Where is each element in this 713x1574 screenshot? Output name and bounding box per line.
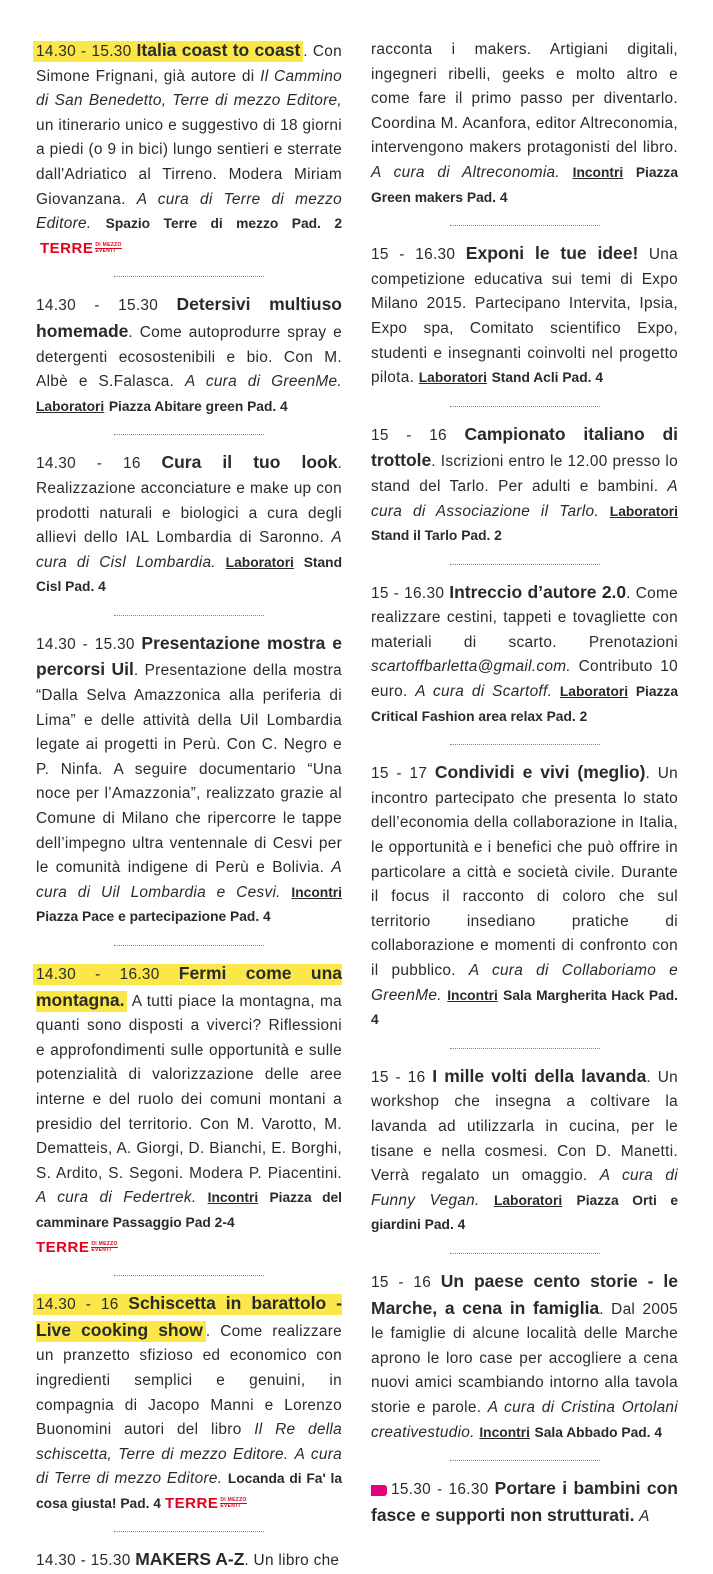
event-time: 15 - 16 [371,1273,432,1291]
event-time: 14.30 - 16 [36,455,141,473]
curated-by: A cura di Terre di mezzo Editore. [36,190,342,233]
event-category: Incontri [572,164,624,180]
event-body: . Un workshop che insegna a coltivare la lavanda ad utilizzarla in cucina, per le tisane e nella cosmesi. Con D. Manetti. Verrà regalato un omaggio. [371,1068,678,1185]
event-category: Incontri [291,884,343,900]
event-title: Portare i bambini con fasce e supporti non strutturati. [371,1478,679,1525]
event-body: . Iscrizioni entro le 12.00 presso lo stand del Tarlo. Per adulti e bambini. [371,453,678,495]
curated-by: A cura di Terre di mezzo Editore. [36,1445,342,1488]
event-location: Stand il Tarlo Pad. 2 [371,528,502,544]
family-flag-icon [371,1485,387,1496]
event-title: Cura il tuo look [161,452,338,473]
event-body: . Un incontro partecipato che presenta lo stato dell’economia della collaborazione in Italia, le opportunità e i benefici che può offrire in particolare a città e società civile. Durante il focus il racconto di coloro che sul territorio insediano pratiche di collaborazione e momenti di confronto con il pubblico. [371,765,679,979]
contact-email: scartoffbarletta@gmail.com. [371,658,571,676]
event-location: Piazza del camminare Passaggio Pad 2-4 [36,1190,343,1230]
left-column [36,38,342,1574]
divider [114,615,264,616]
event-time: 15 - 16.30 [371,246,456,264]
curated-by: A cura di GreenMe. [185,373,342,391]
event-category: Laboratori [225,554,294,570]
event-time: 15 - 16.30 [371,584,445,602]
event-time: 15.30 - 16.30 [391,1481,489,1499]
event-title: Schiscetta in barattolo - Live cooking show [36,1293,343,1340]
event-category: Incontri [447,987,498,1003]
book-title: Il Re della schiscetta, Terre di mezzo Editore. [36,1421,342,1463]
terre-di-mezzo-logo: TERRE DI MEZZO EVENTI [164,1495,247,1513]
event-location: Stand Acli Pad. 4 [491,370,603,386]
event-title: Campionato italiano di trottole [371,423,678,471]
event-location: Sala Margherita Hack Pad. 4 [371,987,679,1028]
divider [114,1275,264,1276]
divider [450,225,600,226]
event-time: 14.30 - 16.30 [36,966,160,983]
divider [450,1048,600,1049]
event-marche [371,1269,678,1445]
curated-by: A cura di Funny Vegan. [371,1167,678,1209]
event-makers [36,1547,342,1574]
event-location: Spazio Terre di mezzo Pad. 2 [105,216,343,232]
divider [114,276,264,277]
event-detersivi [36,292,342,419]
event-body-2: Contributo 10 euro. [371,658,678,701]
curated-by: A cura di Collaboriamo e GreenMe. [371,962,679,1004]
divider [450,1253,600,1254]
event-location: Piazza Green makers Pad. 4 [371,164,679,205]
divider [114,434,264,435]
curated-by: A cura di Uil Lombardia e Cesvi. [36,859,342,901]
event-lavanda [371,1064,678,1238]
event-time: 14.30 - 16 [36,1296,119,1314]
divider [114,1531,264,1532]
event-title: Detersivi multiuso homemade [36,294,342,341]
event-italia-coast [36,38,342,261]
event-title: Un paese cento storie - le Marche, a cena in famiglia [371,1270,679,1318]
event-makers-continued [371,38,678,210]
event-title: Fermi come una montagna. [36,963,343,1010]
event-category: Laboratori [559,684,629,700]
event-location: Piazza Orti e giardini Pad. 4 [371,1192,679,1233]
event-time: 14.30 - 15.30 [36,297,159,315]
event-category: Incontri [207,1190,259,1206]
event-location: Piazza Critical Fashion area relax Pad. 2 [371,684,679,724]
event-time: 15 - 16 [371,1068,426,1086]
terre-di-mezzo-logo: TERRE DI MEZZO EVENTI [40,240,122,258]
event-time: 14.30 - 15.30 [36,43,132,60]
event-category: Laboratori [493,1192,563,1208]
terre-di-mezzo-logo: TERRE DI MEZZO EVENTI [36,1238,118,1256]
event-exponi [371,241,678,391]
event-time: 14.30 - 15.30 [36,635,135,653]
curated-by: A cura di Cisl Lombardia. [36,529,342,571]
event-body: . Con Simone Frignani, già autore di [36,43,343,85]
event-fermi-montagna [36,961,342,1260]
event-body: . Come realizzare cestini, tappeti e tovagliette con materiali di scarto. Prenotazioni [371,584,679,651]
event-title: MAKERS A-Z [135,1549,245,1570]
curated-by: A cura di Associazione il Tarlo. [371,477,678,520]
event-body: . Come autoprodurre spray e detergenti ecosostenibili e bio. Con M. Albè e S.Falasca. [36,323,342,391]
event-body: . Realizzazione acconciature e make up con prodotti naturali e biologici a cura degli allievi dello IAL Lombardia di Saronno. [36,455,343,547]
event-location: Piazza Pace e partecipazione Pad. 4 [36,909,271,925]
event-time: 14.30 - 15.30 [36,1552,131,1570]
event-time: 15 - 17 [371,765,428,783]
event-portare-bambini [371,1476,678,1529]
curated-by: A cura di Scartoff. [415,683,553,701]
curated-by: A cura di Federtrek. [36,1189,197,1207]
right-column [371,38,678,1529]
curated-by: A [639,1507,650,1525]
event-cura-look [36,450,342,600]
event-body: A tutti piace la montagna, ma quanti sono disposti a viverci? Riflessioni e approfondimenti sulle opportunità e sulle potenzialità di valorizzazione delle aree interne e del ruolo dei comuni montani a presidio del territorio. Con M. Varotto, M. Dematteis, A. Giorgi, D. Bianchi, E. Borghi, S. Ardito, S. Segoni. Modera P. Piacentini. [36,992,342,1182]
divider [450,564,600,565]
event-body: racconta i makers. Artigiani digitali, ingegneri ribelli, geeks e molto altro e come fare il primo passo per diventarlo. Coordina M. Acanfora, editor Altreconomia, intervengono makers protagonisti del libro. [371,41,678,157]
divider [450,744,600,745]
event-body: . Un libro che [244,1552,340,1570]
event-title: Italia coast to coast [136,40,301,60]
divider [450,406,600,407]
event-body: . Come realizzare un pranzetto sfizioso ed economico con ingredienti semplici e genuini, in compagnia di Jacopo Manni e Lorenzo Buonomini autori del libro [36,1322,342,1439]
event-body: . Presentazione della mostra “Dalla Selva Amazzonica alla periferia di Lima” e delle attività della Uil Lombardia legate ai progetti in Perù. Con C. Negro e P. Ninfa. A seguire documentario “Una noce per l’Amazzonia”, realizzato grazie al Comune di Milano che ripercorre le tappe dell’impegno ultra ventennale di Cesvi per le comunità indigene di Perù e Bolivia. [36,662,342,877]
event-title: Intreccio d’autore 2.0 [449,581,627,602]
divider [114,945,264,946]
highlight [33,41,303,62]
event-schiscetta [36,1291,342,1516]
event-location: Locanda di Fa' la cosa giusta! Pad. 4 [36,1471,342,1511]
event-title: Condividi e vivi (meglio) [434,762,646,783]
event-trottole [371,422,678,549]
event-category: Laboratori [609,503,679,519]
curated-by: A cura di Cristina Ortolani creativestudio. [371,1398,679,1441]
event-body: Una competizione educativa sui temi di Expo Milano 2015. Partecipano Intervita, Ipsia, Expo spa, Comitato scientifico Expo, studenti e insegnanti coinvolti nel progetto pilota. [371,246,678,387]
event-title: Exponi le tue idee! [465,243,639,264]
event-category: Incontri [479,1424,530,1440]
event-condividi [371,760,678,1033]
event-title: Presentazione mostra e percorsi Uil [36,632,343,680]
event-title: I mille volti della lavanda [432,1065,647,1086]
event-body: . Dal 2005 le famiglie di alcune località delle Marche aprono le loro case per accogliere a cena nuovi amici scambiando intorno alla tavola storie e parole. [371,1300,678,1416]
event-time: 15 - 16 [371,426,447,444]
book-title: Il Cammino di San Benedetto, Terre di mezzo Editore, [36,67,342,110]
divider [450,1460,600,1461]
event-location: Sala Abbado Pad. 4 [534,1424,663,1440]
event-intreccio [371,580,678,730]
event-location: Piazza Abitare green Pad. 4 [108,398,288,414]
event-location: Stand Cisl Pad. 4 [36,554,343,595]
event-category: Laboratori [36,398,105,414]
curated-by: A cura di Altreconomia. [371,163,560,181]
event-mostra-uil [36,631,342,930]
event-category: Laboratori [418,370,487,386]
event-body-2: un itinerario unico e suggestivo di 18 giorni a piedi (o 9 in bici) lungo sentieri e sterrate dall'Adriatico al Tirreno. Modera Miriam Giovanzana. [36,116,342,208]
